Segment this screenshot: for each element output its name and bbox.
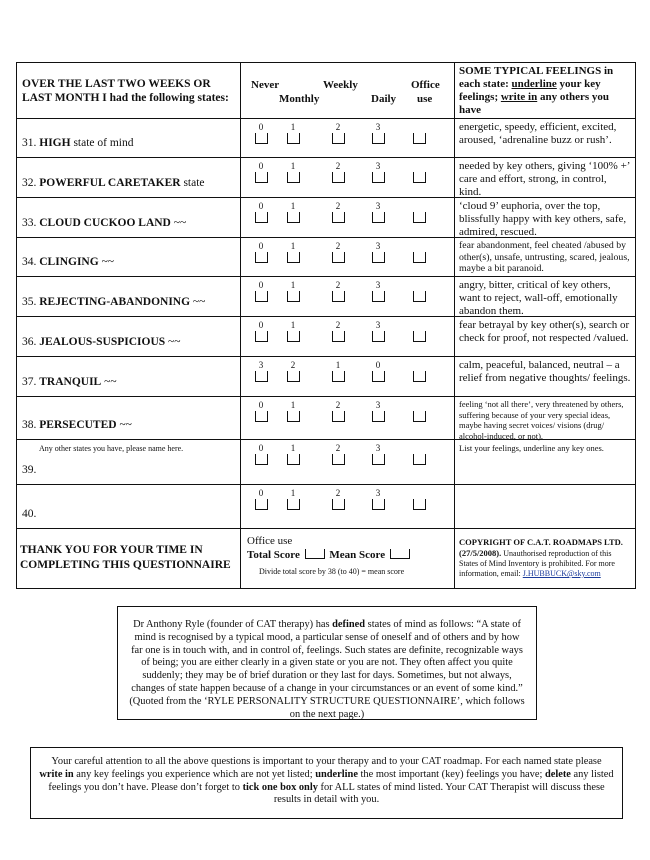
frequency-checkbox[interactable] bbox=[372, 133, 385, 144]
scale-score-number: 3 bbox=[375, 241, 381, 251]
state-row bbox=[17, 396, 635, 439]
state-row bbox=[17, 276, 635, 316]
frequency-checkbox[interactable] bbox=[287, 331, 300, 342]
scale-office-label: Office bbox=[411, 79, 440, 91]
frequency-checkbox[interactable] bbox=[332, 172, 345, 183]
ryle-definition-box bbox=[117, 606, 537, 720]
frequency-checkboxes-cell bbox=[241, 485, 455, 528]
state-name: REJECTING-ABANDONING bbox=[39, 296, 191, 308]
state-number: 34. bbox=[22, 256, 37, 268]
frequency-checkboxes-cell bbox=[241, 357, 455, 396]
typical-feelings-cell[interactable]: feeling ‘not all there’, very threatened by others, suffering because of your very special ideas, maybe having secret voices/ visions (drug/ alcohol-induced, or not). bbox=[459, 399, 624, 441]
state-row bbox=[17, 316, 635, 356]
state-row bbox=[17, 237, 635, 276]
feelings-header-line2 bbox=[459, 78, 631, 91]
frequency-checkbox[interactable] bbox=[332, 252, 345, 263]
scale-score-number: 3 bbox=[375, 320, 381, 330]
instructions-text: any listed feelings you don’t have. Please don’t forget to bbox=[48, 768, 614, 793]
state-number: 39. bbox=[22, 464, 37, 476]
typical-feelings-cell[interactable]: fear betrayal by key other(s), search or check for proof, not respected /valued. bbox=[459, 319, 630, 344]
instructions-text: the most important (key) feelings you have; bbox=[357, 768, 545, 780]
state-suffix: ~~ bbox=[98, 256, 115, 268]
scale-score-number: 2 bbox=[290, 360, 296, 370]
scale-score-number: 2 bbox=[335, 241, 341, 251]
typical-feelings-cell[interactable]: energetic, speedy, efficient, excited, aroused, ‘adrenaline buzz or rush’. bbox=[459, 121, 617, 146]
state-suffix: ~~ bbox=[170, 217, 187, 229]
frequency-checkbox[interactable] bbox=[372, 371, 385, 382]
typical-feelings-cell[interactable]: needed by key others, giving ‘100% +’ care and effort, strong, in control, kind. bbox=[459, 160, 630, 198]
frequency-checkbox[interactable] bbox=[332, 499, 345, 510]
scale-score-number: 1 bbox=[335, 360, 341, 370]
frequency-checkbox[interactable] bbox=[372, 411, 385, 422]
state-name: PERSECUTED bbox=[39, 419, 117, 431]
instructions-text: for ALL states of mind listed. Your CAT Therapist will discuss these results in detail with you. bbox=[273, 781, 605, 806]
typical-feelings-cell[interactable]: fear abandonment, feel cheated /abused by other(s), unsafe, untrusting, scared, jealous, maybe a bit paranoid. bbox=[459, 240, 630, 274]
copyright-email-link[interactable]: J.HUBBUCK@sky.com bbox=[522, 569, 601, 578]
frequency-checkbox[interactable] bbox=[287, 454, 300, 465]
instructions-bold: write in bbox=[39, 768, 74, 780]
feelings-header-writein-word: write in bbox=[500, 91, 538, 103]
state-number: 37. bbox=[22, 376, 37, 388]
scale-score-number: 3 bbox=[375, 280, 381, 290]
frequency-scale-header bbox=[241, 63, 455, 118]
scale-score-number: 1 bbox=[290, 280, 296, 290]
state-name: JEALOUS-SUSPICIOUS bbox=[39, 336, 166, 348]
state-number: 38. bbox=[22, 419, 37, 431]
state-number: 31. bbox=[22, 137, 37, 149]
frequency-checkboxes-cell bbox=[241, 158, 455, 197]
scale-score-number: 0 bbox=[258, 241, 264, 251]
frequency-checkboxes-cell bbox=[241, 277, 455, 316]
frequency-checkbox[interactable] bbox=[332, 371, 345, 382]
state-name-cell bbox=[17, 238, 241, 276]
state-suffix: ~~ bbox=[165, 336, 181, 348]
office-use-checkbox[interactable] bbox=[413, 331, 426, 342]
frequency-checkbox[interactable] bbox=[255, 499, 268, 510]
feelings-header-line1: SOME TYPICAL FEELINGS in bbox=[459, 65, 614, 77]
office-use-checkbox[interactable] bbox=[413, 172, 426, 183]
state-name: CLOUD CUCKOO LAND bbox=[39, 217, 171, 229]
scale-score-number: 0 bbox=[258, 443, 264, 453]
copyright-title: COPYRIGHT OF C.A.T. ROADMAPS LTD. bbox=[459, 537, 623, 547]
scale-score-number: 2 bbox=[335, 280, 341, 290]
frequency-checkbox[interactable] bbox=[255, 454, 268, 465]
header-instruction-line1: OVER THE LAST TWO WEEKS OR bbox=[22, 78, 211, 90]
state-label bbox=[22, 419, 132, 431]
scale-score-number: 1 bbox=[290, 201, 296, 211]
state-label bbox=[22, 177, 205, 189]
office-use-checkbox[interactable] bbox=[413, 371, 426, 382]
state-name-cell bbox=[17, 440, 241, 484]
state-rows bbox=[17, 118, 635, 528]
scale-score-number: 0 bbox=[258, 201, 264, 211]
final-instructions-box bbox=[30, 747, 623, 819]
frequency-checkbox[interactable] bbox=[372, 252, 385, 263]
mean-score-label: Mean Score bbox=[329, 549, 386, 561]
scale-score-number: 3 bbox=[258, 360, 264, 370]
scale-score-number: 3 bbox=[375, 161, 381, 171]
total-score-label: Total Score bbox=[247, 549, 300, 561]
scale-score-number: 2 bbox=[335, 161, 341, 171]
state-suffix: ~~ bbox=[190, 296, 206, 308]
scale-score-number: 3 bbox=[375, 488, 381, 498]
frequency-checkbox[interactable] bbox=[287, 133, 300, 144]
scale-score-number: 0 bbox=[258, 400, 264, 410]
typical-feelings-cell[interactable]: angry, bitter, critical of key others, want to reject, wall-off, emotionally abandon them. bbox=[459, 279, 618, 317]
instructions-text: any key feelings you experience which are not yet listed; bbox=[73, 768, 316, 780]
frequency-checkbox[interactable] bbox=[372, 212, 385, 223]
scale-score-number: 2 bbox=[335, 400, 341, 410]
state-row bbox=[17, 197, 635, 237]
instructions-bold: tick one box only bbox=[242, 781, 318, 793]
feelings-header-line3 bbox=[459, 91, 631, 117]
state-number: 33. bbox=[22, 217, 37, 229]
header-instruction-line2: LAST MONTH I had the following states: bbox=[22, 92, 229, 104]
scale-score-number: 1 bbox=[290, 320, 296, 330]
scale-score-number: 2 bbox=[335, 443, 341, 453]
scale-score-number: 1 bbox=[290, 488, 296, 498]
scale-score-number: 2 bbox=[335, 201, 341, 211]
state-label bbox=[22, 376, 117, 388]
scale-score-number: 2 bbox=[335, 122, 341, 132]
frequency-checkbox[interactable] bbox=[287, 252, 300, 263]
frequency-checkboxes-cell bbox=[241, 440, 455, 484]
state-name: POWERFUL CARETAKER bbox=[39, 177, 181, 189]
feelings-header-text: your key bbox=[556, 78, 601, 90]
typical-feelings-header bbox=[455, 63, 635, 118]
frequency-checkboxes-cell bbox=[241, 198, 455, 237]
office-use-checkbox[interactable] bbox=[413, 252, 426, 263]
table-footer-row bbox=[17, 528, 635, 588]
state-name-cell bbox=[17, 277, 241, 316]
scale-weekly-label: Weekly bbox=[323, 79, 358, 91]
scale-score-number: 0 bbox=[258, 161, 264, 171]
ryle-text: states of mind as follows: “A state of mind is recognised by a typical mood, a particular sense of oneself and of others and by how far one is in touch with, and in control of, feelings. Such states are definite, recognizable ways of being; you are either clearly in a given state or you are not. They often affect you quite suddenly; they may be of brief duration or they last for days. Sometimes, but not always, changes of state happen because of a change in your circumstances or an event of some kind.” (Quoted from the ‘RYLE PERSONALITY STRUCTURE QUESTIONNAIRE’, which follows on the next page.) bbox=[129, 619, 525, 720]
table-header-row bbox=[17, 63, 635, 118]
thank-you-message bbox=[17, 529, 241, 588]
state-name-cell bbox=[17, 198, 241, 237]
state-label bbox=[22, 464, 36, 476]
state-number: 36. bbox=[22, 336, 37, 348]
state-name-cell bbox=[17, 357, 241, 396]
frequency-checkbox[interactable] bbox=[287, 371, 300, 382]
frequency-checkbox[interactable] bbox=[332, 291, 345, 302]
header-instruction bbox=[17, 63, 241, 118]
frequency-checkbox[interactable] bbox=[372, 331, 385, 342]
frequency-checkbox[interactable] bbox=[255, 291, 268, 302]
frequency-checkbox[interactable] bbox=[332, 454, 345, 465]
state-name-cell bbox=[17, 317, 241, 356]
instructions-text: Your careful attention to all the above questions is important to your therapy and to your CAT roadmap. For each named state please bbox=[51, 756, 602, 767]
frequency-checkboxes-cell bbox=[241, 238, 455, 276]
state-label bbox=[22, 256, 114, 268]
scale-score-number: 0 bbox=[258, 122, 264, 132]
office-use-checkbox[interactable] bbox=[413, 411, 426, 422]
frequency-checkbox[interactable] bbox=[332, 411, 345, 422]
state-name: CLINGING bbox=[39, 256, 99, 268]
state-name-cell bbox=[17, 119, 241, 157]
scale-score-number: 0 bbox=[258, 320, 264, 330]
frequency-checkbox[interactable] bbox=[255, 411, 268, 422]
state-suffix: state bbox=[180, 177, 205, 189]
state-name: TRANQUIL bbox=[39, 376, 102, 388]
instructions-bold: underline bbox=[315, 768, 358, 780]
frequency-checkbox[interactable] bbox=[287, 411, 300, 422]
frequency-checkbox[interactable] bbox=[287, 172, 300, 183]
scale-score-number: 3 bbox=[375, 443, 381, 453]
scale-score-number: 1 bbox=[290, 122, 296, 132]
state-row bbox=[17, 118, 635, 157]
frequency-checkbox[interactable] bbox=[255, 172, 268, 183]
thank-you-line1: THANK YOU FOR YOUR TIME IN bbox=[20, 544, 203, 556]
scale-score-number: 2 bbox=[335, 488, 341, 498]
frequency-checkbox[interactable] bbox=[372, 172, 385, 183]
frequency-checkbox[interactable] bbox=[255, 371, 268, 382]
frequency-checkbox[interactable] bbox=[332, 331, 345, 342]
state-name-cell bbox=[17, 485, 241, 528]
scale-daily-label: Daily bbox=[371, 93, 397, 105]
scale-score-number: 3 bbox=[375, 122, 381, 132]
scale-use-label: use bbox=[417, 93, 433, 105]
scale-monthly-label: Monthly bbox=[279, 93, 320, 105]
office-use-checkbox[interactable] bbox=[413, 133, 426, 144]
scale-score-number: 0 bbox=[258, 280, 264, 290]
state-row bbox=[17, 439, 635, 484]
frequency-checkbox[interactable] bbox=[332, 133, 345, 144]
state-row bbox=[17, 484, 635, 528]
frequency-checkbox[interactable] bbox=[255, 133, 268, 144]
frequency-checkbox[interactable] bbox=[287, 291, 300, 302]
office-use-checkbox[interactable] bbox=[413, 454, 426, 465]
office-use-checkbox[interactable] bbox=[413, 499, 426, 510]
typical-feelings-cell[interactable] bbox=[455, 485, 635, 528]
divide-score-note: Divide total score by 38 (to 40) = mean score bbox=[259, 567, 405, 576]
scale-never-label: Never bbox=[251, 79, 280, 91]
state-row bbox=[17, 157, 635, 197]
state-label bbox=[22, 508, 36, 520]
copyright-text: Unauthorised reproduction of this States of Mind Inventory is prohibited. For more information, email: bbox=[459, 549, 615, 578]
scale-score-number: 1 bbox=[290, 400, 296, 410]
office-use-section bbox=[241, 529, 455, 588]
copyright-date: (27/5/2008). bbox=[459, 548, 502, 558]
scale-score-number: 3 bbox=[375, 201, 381, 211]
frequency-checkbox[interactable] bbox=[287, 499, 300, 510]
frequency-checkbox[interactable] bbox=[255, 212, 268, 223]
office-use-checkbox[interactable] bbox=[413, 291, 426, 302]
scale-score-number: 1 bbox=[290, 241, 296, 251]
total-score-field[interactable] bbox=[305, 549, 325, 559]
state-number: 35. bbox=[22, 296, 37, 308]
ryle-text: Dr Anthony Ryle (founder of CAT therapy) has bbox=[133, 619, 333, 630]
other-states-label: Any other states you have, please name here. bbox=[39, 444, 184, 453]
typical-feelings-cell[interactable]: calm, peaceful, balanced, neutral – a relief from negative thoughts/ feelings. bbox=[459, 359, 631, 384]
feelings-header-text: each state: bbox=[459, 78, 512, 90]
scale-score-number: 1 bbox=[290, 443, 296, 453]
mean-score-field[interactable] bbox=[390, 549, 410, 559]
feelings-header-text: any others you have bbox=[459, 91, 610, 116]
state-suffix: ~~ bbox=[116, 419, 132, 431]
state-label bbox=[22, 217, 186, 229]
score-line bbox=[247, 549, 454, 561]
frequency-checkbox[interactable] bbox=[332, 212, 345, 223]
state-number: 32. bbox=[22, 177, 37, 189]
state-label bbox=[22, 137, 133, 149]
typical-feelings-cell[interactable]: ‘cloud 9’ euphoria, over the top, blissfully happy with key others, safe, admired, rescued. bbox=[459, 200, 627, 238]
frequency-checkbox[interactable] bbox=[287, 212, 300, 223]
feelings-header-text: feelings; bbox=[459, 91, 501, 103]
state-suffix: ~~ bbox=[101, 376, 117, 388]
scale-score-number: 1 bbox=[290, 161, 296, 171]
scale-score-number: 0 bbox=[258, 488, 264, 498]
frequency-checkbox[interactable] bbox=[372, 454, 385, 465]
frequency-checkboxes-cell bbox=[241, 317, 455, 356]
state-suffix: state of mind bbox=[70, 137, 134, 149]
feelings-header-underline-word: underline bbox=[511, 78, 557, 90]
instructions-bold: delete bbox=[544, 768, 571, 780]
state-label bbox=[22, 296, 205, 308]
typical-feelings-cell[interactable]: List your feelings, underline any key ones. bbox=[459, 443, 604, 453]
frequency-checkbox[interactable] bbox=[255, 331, 268, 342]
frequency-checkbox[interactable] bbox=[372, 291, 385, 302]
scale-score-number: 2 bbox=[335, 320, 341, 330]
state-number: 40. bbox=[22, 508, 37, 520]
office-use-checkbox[interactable] bbox=[413, 212, 426, 223]
ryle-bold-word: defined bbox=[332, 619, 366, 630]
frequency-checkbox[interactable] bbox=[255, 252, 268, 263]
scale-score-number: 3 bbox=[375, 400, 381, 410]
state-name: HIGH bbox=[39, 137, 71, 149]
frequency-checkboxes-cell bbox=[241, 397, 455, 439]
state-name-cell bbox=[17, 397, 241, 439]
state-name-cell bbox=[17, 158, 241, 197]
thank-you-line2: COMPLETING THIS QUESTIONNAIRE bbox=[20, 559, 231, 571]
state-row bbox=[17, 356, 635, 396]
states-of-mind-table bbox=[16, 62, 636, 589]
state-label bbox=[22, 336, 180, 348]
scale-score-number: 0 bbox=[375, 360, 381, 370]
office-use-label: Office use bbox=[247, 535, 293, 547]
frequency-checkbox[interactable] bbox=[372, 499, 385, 510]
frequency-checkboxes-cell bbox=[241, 119, 455, 157]
copyright-notice bbox=[455, 529, 635, 588]
